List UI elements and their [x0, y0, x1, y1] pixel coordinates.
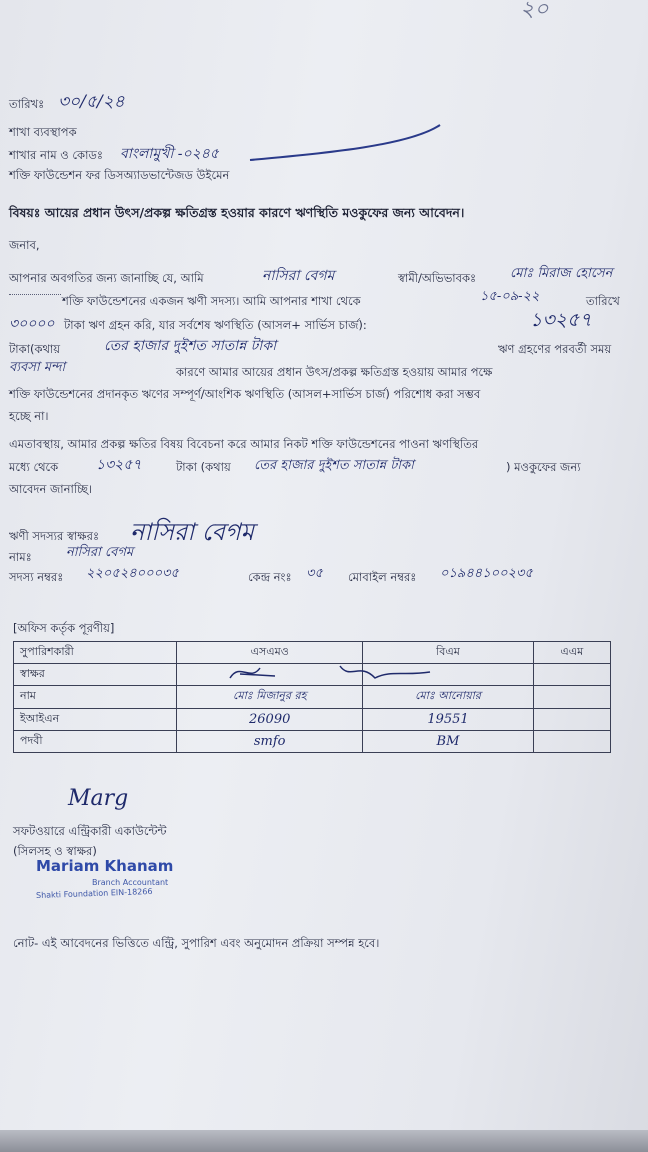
- table-cell: [533, 686, 610, 708]
- body-text: হচ্ছে না।: [9, 409, 49, 423]
- body-text: শক্তি ফাউন্ডেশনের প্রদানকৃত ঋণের সম্পূর্ণ/আংশিক ঋণস্থিতি (আসল+সার্ভিস চার্জ) পরিশোধ করা সম্ভব: [9, 387, 481, 401]
- footer-note: নোট- এই আবেদনের ভিত্তিতে এন্ট্রি, সুপারিশ এবং অনুমোদন প্রক্রিয়া সম্পন্ন হবে।: [13, 936, 380, 950]
- body-text: ) মওকুফের জন্য: [506, 460, 581, 474]
- stamp-title: Branch Accountant: [92, 878, 169, 887]
- salutation: জনাব,: [9, 238, 40, 252]
- balance-words-handwritten: তের হাজার দুইশত সাতান্ন টাকা: [104, 338, 277, 354]
- stamp-ein: Shakti Foundation EIN-18266: [35, 886, 153, 901]
- accountant-title: সফটওয়ারে এন্ট্রিকারী একাউন্টেন্ট: [13, 824, 167, 838]
- body-text: টাকা (কথায়: [176, 460, 231, 474]
- accountant-signature: Marg: [68, 786, 129, 811]
- body-text: আবেদন জানাচ্ছি।: [9, 482, 93, 496]
- addressee-title: শাখা ব্যবস্থাপক: [9, 125, 77, 139]
- table-header: এএম: [533, 642, 610, 664]
- org-name: শক্তি ফাউন্ডেশন ফর ডিসঅ্যাডভান্টেজড উইমেন: [9, 168, 230, 182]
- subject-line: বিষয়ঃ আয়ের প্রধান উৎস/প্রকল্প ক্ষতিগ্রস্ত হওয়ার কারণে ঋণস্থিতি মওকুফের জন্য আবেদন।: [9, 205, 465, 220]
- body-text: আপনার অবগতির জন্য জানাচ্ছি যে, আমি: [9, 271, 204, 285]
- member-no-label: সদস্য নম্বরঃ: [9, 570, 64, 584]
- table-row: [14, 730, 611, 752]
- branch-label: শাখার নাম ও কোডঃ: [9, 148, 104, 162]
- table-row: [14, 708, 611, 730]
- accountant-seal-note: (সিলসহ ও স্বাক্ষর): [13, 844, 97, 858]
- body-text: টাকা ঋণ গ্রহন করি, যার সর্বশেষ ঋণস্থিতি (আসল+ সার্ভিস চার্জ):: [64, 318, 367, 332]
- body-text: কারণে আমার আয়ের প্রধান উৎস/প্রকল্প ক্ষতিগ্রস্ত হওয়ায় আমার পক্ষে: [176, 365, 493, 379]
- body-text: তারিখে: [586, 294, 620, 308]
- table-header: এসএমও: [177, 642, 363, 664]
- waiver-amount-handwritten: ১৩২৫৭: [96, 457, 142, 473]
- recommender-signatures: [200, 660, 460, 684]
- stamp-name: Mariam Khanam: [36, 857, 174, 875]
- body-text: ঋণ গ্রহণের পরবর্তী সময়: [498, 342, 612, 356]
- member-name-label: নামঃ: [9, 550, 32, 564]
- loan-date-handwritten: ১৫-০৯-২২: [480, 289, 540, 304]
- table-cell: 26090: [177, 708, 363, 730]
- table-header: সুপারিশকারী: [14, 642, 177, 664]
- reason-handwritten: ব্যবসা মন্দা: [9, 360, 66, 375]
- member-signature-label: ঋণী সদস্যর স্বাক্ষরঃ: [9, 529, 100, 543]
- body-text: টাকা(কথায়: [9, 342, 61, 356]
- member-no-handwritten: ২২০৫২৪০০০৩৫: [86, 566, 179, 581]
- member-name-handwritten: নাসিরা বেগম: [66, 545, 134, 560]
- pen-stroke: [240, 115, 450, 170]
- branch-value: বাংলামুখী -০২৪৫: [120, 146, 219, 162]
- body-text: মধ্যে থেকে: [9, 460, 59, 474]
- table-row: [14, 686, 611, 708]
- table-cell: 19551: [363, 708, 533, 730]
- table-cell: নাম: [14, 686, 177, 708]
- date-label: তারিখঃ: [9, 97, 45, 111]
- table-cell: মোঃ আনোয়ার: [363, 686, 533, 708]
- mobile-label: মোবাইল নম্বরঃ: [348, 570, 417, 584]
- page-corner-number: ২০: [520, 0, 549, 22]
- table-header: বিএম: [363, 642, 533, 664]
- body-text: এমতাবস্থায়, আমার প্রকল্প ক্ষতির বিষয় বিবেচনা করে আমার নিকট শক্তি ফাউন্ডেশনের পাওনা ঋণস্থিতির: [9, 437, 479, 451]
- office-use-heading: [অফিস কর্তৃক পূরণীয়]: [13, 621, 115, 635]
- center-label: কেন্দ্র নংঃ: [248, 570, 292, 584]
- table-edge-shadow: [0, 1130, 648, 1152]
- table-cell: স্বাক্ষর: [14, 664, 177, 686]
- member-signature: নাসিরা বেগম: [130, 518, 254, 546]
- table-cell: ইআইএন: [14, 708, 177, 730]
- table-cell: BM: [363, 730, 533, 752]
- table-cell: মোঃ মিজানুর রহ: [177, 686, 363, 708]
- loan-amount-handwritten: ৩০০০০: [9, 316, 55, 332]
- applicant-name-handwritten: নাসিরা বেগম: [262, 268, 335, 284]
- mobile-handwritten: ০১৯৪৪১০০২৩৫: [440, 566, 533, 581]
- recommendation-table: [13, 641, 611, 753]
- table-cell: [533, 664, 610, 686]
- waiver-words-handwritten: তের হাজার দুইশত সাতান্ন টাকা: [254, 458, 414, 473]
- blank-dots: [9, 294, 61, 295]
- date-value: ৩০/৫/২৪: [58, 92, 125, 112]
- balance-handwritten: ১৩২৫৭: [530, 309, 592, 331]
- table-cell: [533, 708, 610, 730]
- table-cell: পদবী: [14, 730, 177, 752]
- body-text: স্বামী/অভিভাবকঃ: [398, 271, 477, 285]
- guardian-name-handwritten: মোঃ মিরাজ হোসেন: [510, 266, 613, 281]
- table-cell: smfo: [177, 730, 363, 752]
- center-handwritten: ৩৫: [306, 566, 323, 581]
- body-text: শক্তি ফাউন্ডেশনের একজন ঋণী সদস্য। আমি আপনার শাখা থেকে: [62, 294, 361, 308]
- table-cell: [533, 730, 610, 752]
